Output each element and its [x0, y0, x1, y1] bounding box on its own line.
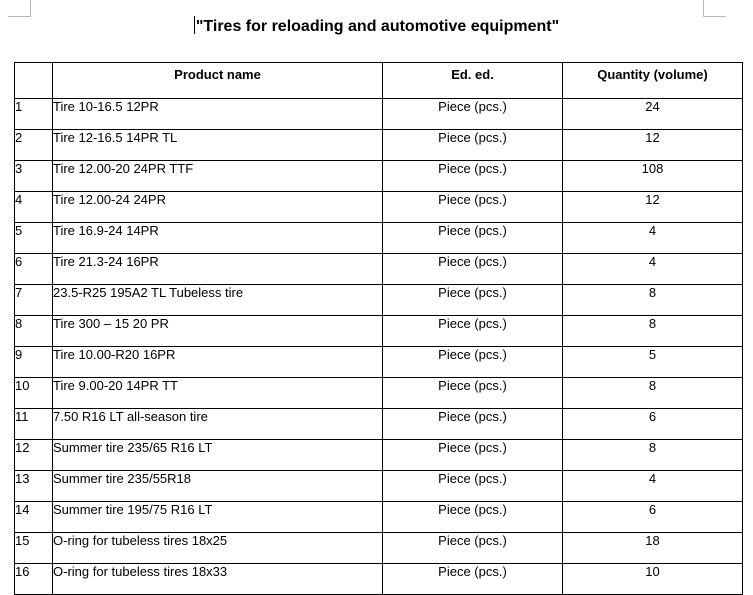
quantity-cell[interactable]: 108: [563, 161, 743, 192]
table-row: [15, 223, 743, 254]
unit-cell[interactable]: Piece (pcs.): [383, 378, 563, 409]
product-table: [14, 62, 743, 595]
row-number[interactable]: 8: [15, 316, 53, 347]
row-number[interactable]: 15: [15, 533, 53, 564]
quantity-cell[interactable]: 6: [563, 409, 743, 440]
row-number[interactable]: 2: [15, 130, 53, 161]
table-row: [15, 99, 743, 130]
unit-cell[interactable]: Piece (pcs.): [383, 316, 563, 347]
product-name-cell[interactable]: O-ring for tubeless tires 18x33: [53, 564, 383, 595]
row-number[interactable]: 5: [15, 223, 53, 254]
row-number[interactable]: 16: [15, 564, 53, 595]
unit-cell[interactable]: Piece (pcs.): [383, 99, 563, 130]
product-name-cell[interactable]: Tire 16.9-24 14PR: [53, 223, 383, 254]
product-name-cell[interactable]: O-ring for tubeless tires 18x25: [53, 533, 383, 564]
unit-cell[interactable]: Piece (pcs.): [383, 533, 563, 564]
table-row: [15, 471, 743, 502]
row-number[interactable]: 1: [15, 99, 53, 130]
quantity-cell[interactable]: 5: [563, 347, 743, 378]
product-name-cell[interactable]: Summer tire 235/55R18: [53, 471, 383, 502]
quantity-cell[interactable]: 12: [563, 130, 743, 161]
table-row: [15, 440, 743, 471]
product-name-cell[interactable]: Tire 12.00-20 24PR TTF: [53, 161, 383, 192]
unit-cell[interactable]: Piece (pcs.): [383, 409, 563, 440]
table-row: [15, 378, 743, 409]
row-number[interactable]: 4: [15, 192, 53, 223]
unit-cell[interactable]: Piece (pcs.): [383, 564, 563, 595]
product-name-cell[interactable]: Tire 12-16.5 14PR TL: [53, 130, 383, 161]
row-number[interactable]: 9: [15, 347, 53, 378]
quantity-cell[interactable]: 18: [563, 533, 743, 564]
product-name-cell[interactable]: Tire 10-16.5 12PR: [53, 99, 383, 130]
quantity-cell[interactable]: 4: [563, 254, 743, 285]
table-row: [15, 533, 743, 564]
product-name-cell[interactable]: Summer tire 235/65 R16 LT: [53, 440, 383, 471]
quantity-cell[interactable]: 8: [563, 378, 743, 409]
row-number[interactable]: 14: [15, 502, 53, 533]
quantity-cell[interactable]: 8: [563, 316, 743, 347]
quantity-cell[interactable]: 4: [563, 471, 743, 502]
unit-cell[interactable]: Piece (pcs.): [383, 285, 563, 316]
header-quantity: Quantity (volume): [563, 63, 743, 99]
row-number[interactable]: 3: [15, 161, 53, 192]
row-number[interactable]: 11: [15, 409, 53, 440]
row-number[interactable]: 6: [15, 254, 53, 285]
row-number[interactable]: 13: [15, 471, 53, 502]
unit-cell[interactable]: Piece (pcs.): [383, 502, 563, 533]
unit-cell[interactable]: Piece (pcs.): [383, 223, 563, 254]
table-row: [15, 254, 743, 285]
table-body: [15, 99, 743, 595]
quantity-cell[interactable]: 8: [563, 440, 743, 471]
unit-cell[interactable]: Piece (pcs.): [383, 192, 563, 223]
product-name-cell[interactable]: Tire 9.00-20 14PR TT: [53, 378, 383, 409]
unit-cell[interactable]: Piece (pcs.): [383, 254, 563, 285]
quantity-cell[interactable]: 6: [563, 502, 743, 533]
quantity-cell[interactable]: 8: [563, 285, 743, 316]
document-title[interactable]: [0, 16, 753, 37]
quantity-cell[interactable]: 4: [563, 223, 743, 254]
row-number[interactable]: 7: [15, 285, 53, 316]
table-row: [15, 161, 743, 192]
product-name-cell[interactable]: 23.5-R25 195A2 TL Tubeless tire: [53, 285, 383, 316]
table-header-row: [15, 63, 743, 99]
table-row: [15, 192, 743, 223]
text-cursor: [194, 16, 195, 34]
product-name-cell[interactable]: Tire 300 – 15 20 PR: [53, 316, 383, 347]
product-name-cell[interactable]: 7.50 R16 LT all-season tire: [53, 409, 383, 440]
quantity-cell[interactable]: 12: [563, 192, 743, 223]
table-row: [15, 564, 743, 595]
product-name-cell[interactable]: Tire 10.00-R20 16PR: [53, 347, 383, 378]
product-name-cell[interactable]: Tire 21.3-24 16PR: [53, 254, 383, 285]
header-number: [15, 63, 53, 99]
table-row: [15, 409, 743, 440]
row-number[interactable]: 12: [15, 440, 53, 471]
quantity-cell[interactable]: 24: [563, 99, 743, 130]
page-margin-mark-left: [8, 0, 31, 17]
unit-cell[interactable]: Piece (pcs.): [383, 440, 563, 471]
header-unit: Ed. ed.: [383, 63, 563, 99]
row-number[interactable]: 10: [15, 378, 53, 409]
product-name-cell[interactable]: Summer tire 195/75 R16 LT: [53, 502, 383, 533]
table-row: [15, 130, 743, 161]
unit-cell[interactable]: Piece (pcs.): [383, 130, 563, 161]
unit-cell[interactable]: Piece (pcs.): [383, 471, 563, 502]
product-name-cell[interactable]: Tire 12.00-24 24PR: [53, 192, 383, 223]
document-title-text: "Tires for reloading and automotive equipment": [195, 18, 560, 35]
unit-cell[interactable]: Piece (pcs.): [383, 161, 563, 192]
unit-cell[interactable]: Piece (pcs.): [383, 347, 563, 378]
table-row: [15, 285, 743, 316]
header-product-name: Product name: [53, 63, 383, 99]
table-row: [15, 502, 743, 533]
page-margin-mark-right: [703, 0, 726, 17]
quantity-cell[interactable]: 10: [563, 564, 743, 595]
table-row: [15, 316, 743, 347]
table-row: [15, 347, 743, 378]
